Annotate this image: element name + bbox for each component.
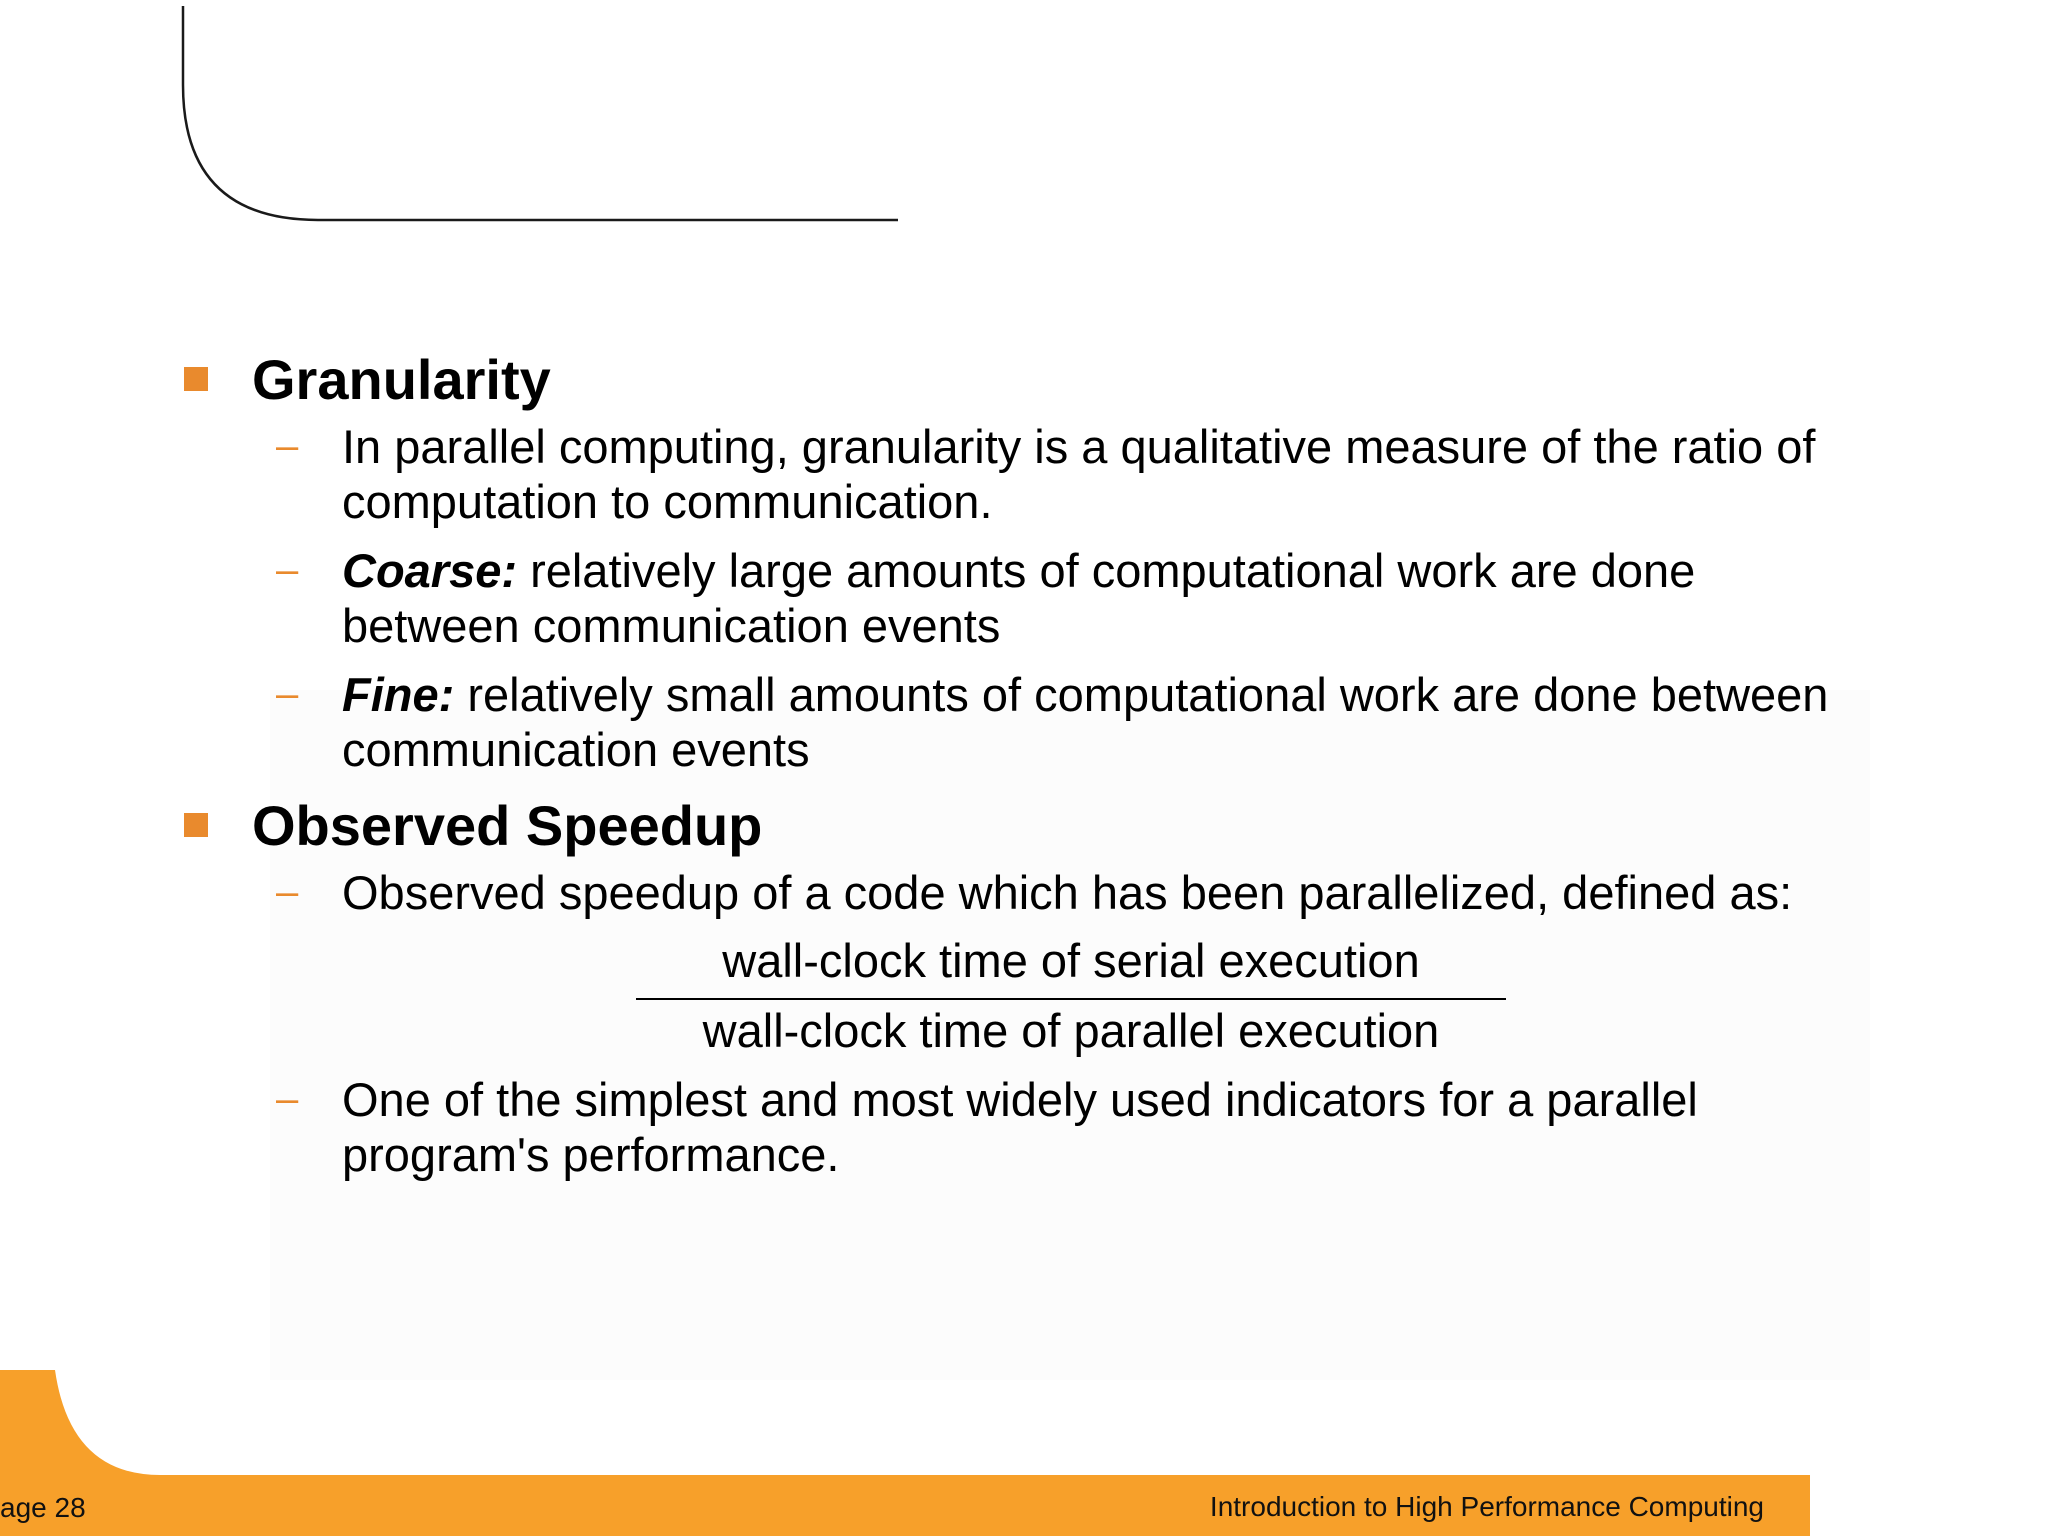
- sub-item: [180, 667, 1880, 777]
- sub-item-text: One of the simplest and most widely used indicators for a parallel program's performance.: [342, 1073, 1698, 1181]
- sub-item-text: relatively large amounts of computational work are done between communication events: [342, 544, 1696, 652]
- dash-icon: –: [276, 548, 299, 592]
- sub-item: [180, 1072, 1880, 1182]
- slide-body: [180, 345, 1880, 1196]
- formula-denominator: wall-clock time of parallel execution: [702, 1004, 1440, 1057]
- bullet-square-icon: [184, 813, 208, 837]
- dash-icon: –: [276, 870, 299, 914]
- sub-item: [180, 865, 1880, 920]
- term-label: Fine:: [342, 668, 455, 721]
- footer-title: Introduction to High Performance Computing: [1209, 1491, 1764, 1522]
- page-number: age 28: [0, 1492, 86, 1523]
- formula-numerator: wall-clock time of serial execution: [636, 930, 1506, 1000]
- bullet-heading: Observed Speedup: [252, 794, 763, 857]
- bullet-square-icon: [184, 367, 208, 391]
- sub-item-text: Observed speedup of a code which has been parallelized, defined as:: [342, 866, 1793, 919]
- bullet-heading: Granularity: [252, 348, 551, 411]
- bullet-observed-speedup: [180, 791, 1880, 861]
- speedup-formula: [636, 930, 1506, 1062]
- sub-item-text: relatively small amounts of computational work are done between communication events: [342, 668, 1829, 776]
- term-label: Coarse:: [342, 544, 518, 597]
- dash-icon: –: [276, 424, 299, 468]
- top-corner-curve: [183, 6, 898, 220]
- sub-item: [180, 419, 1880, 529]
- sub-item: [180, 543, 1880, 653]
- dash-icon: –: [276, 1077, 299, 1121]
- bullet-granularity: [180, 345, 1880, 415]
- sub-item-text: In parallel computing, granularity is a qualitative measure of the ratio of computation to communication.: [342, 420, 1816, 528]
- dash-icon: –: [276, 672, 299, 716]
